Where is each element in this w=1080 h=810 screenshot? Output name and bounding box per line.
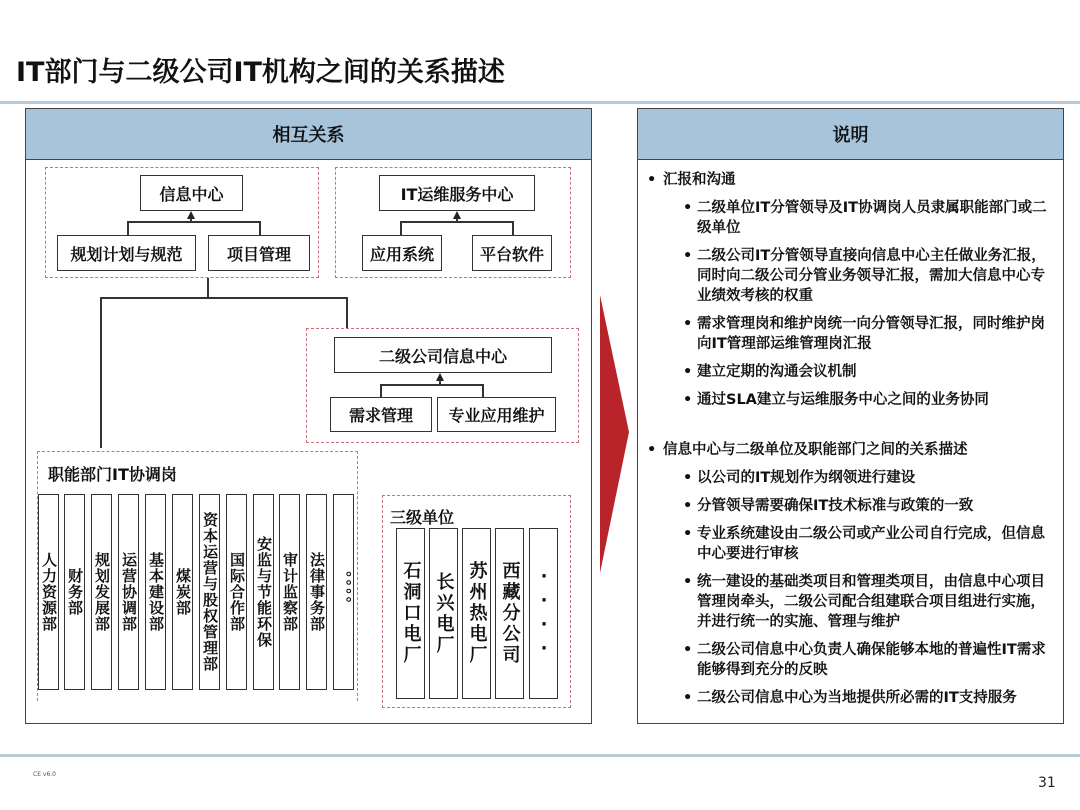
bullet-item: • 以公司的IT规划作为纲领进行建设 xyxy=(683,470,916,486)
bullet-item: • 需求管理岗和维护岗统一向分管领导汇报，同时维护岗向IT管理部运维管理岗汇报 xyxy=(683,316,1045,352)
app-maintenance-box: 专业应用维护 xyxy=(437,397,556,432)
connector xyxy=(127,221,129,235)
functional-depts-label: 职能部门IT协调岗 xyxy=(48,465,177,484)
unit-column: ···· xyxy=(529,528,558,699)
relationship-panel-header: 相互关系 xyxy=(25,108,592,160)
bullet-item: • 统一建设的基础类项目和管理类项目，由信息中心项目管理岗牵头，二级公司配合组建联合项目组进行实施，并进行统一的实施、管理与维护 xyxy=(683,574,1045,630)
unit-column: 长兴电厂 xyxy=(429,528,458,699)
connector xyxy=(400,221,402,235)
bullet-text: 需求管理岗和维护岗统一向分管领导汇报，同时维护岗向IT管理部运维管理岗汇报 xyxy=(697,316,1045,352)
dept-column: 煤炭部 xyxy=(172,494,193,690)
section-title: • 信息中心与二级单位及职能部门之间的关系描述 xyxy=(647,442,968,458)
sub-info-center-box: 二级公司信息中心 xyxy=(334,337,552,373)
bullet-text: 二级公司信息中心负责人确保能够本地的普遍性IT需求能够得到充分的反映 xyxy=(697,642,1046,678)
connector xyxy=(100,297,102,448)
section-title-text: 信息中心与二级单位及职能部门之间的关系描述 xyxy=(663,442,968,458)
connector xyxy=(400,221,513,223)
dept-column: 规划发展部 xyxy=(91,494,112,690)
dept-column: 审计监察部 xyxy=(279,494,300,690)
it-ops-center-box: IT运维服务中心 xyxy=(379,175,535,211)
demand-mgmt-box: 需求管理 xyxy=(330,397,432,432)
dept-column: 。。。。 xyxy=(333,494,354,690)
section-title: • 汇报和沟通 xyxy=(647,172,736,188)
bullet-item: • 专业系统建设由二级公司或产业公司自行完成，但信息中心要进行审核 xyxy=(683,526,1045,562)
bullet-item: • 建立定期的沟通会议机制 xyxy=(683,364,857,380)
bullet-item: • 二级公司IT分管领导直接向信息中心主任做业务汇报，同时向二级公司分管业务领导汇报，需加大信息中心专业绩效考核的权重 xyxy=(683,248,1046,304)
connector xyxy=(100,297,347,299)
connector xyxy=(482,384,484,397)
bullet-item: • 二级公司信息中心为当地提供所必需的IT支持服务 xyxy=(683,690,1017,706)
bullet-text: 二级单位IT分管领导及IT协调岗人员隶属职能部门或二级单位 xyxy=(697,200,1047,236)
connector xyxy=(346,297,348,328)
connector xyxy=(380,384,382,397)
unit-column: 西藏分公司 xyxy=(495,528,524,699)
connector xyxy=(207,278,209,298)
section-title-text: 汇报和沟通 xyxy=(663,172,736,188)
bullet-text: 专业系统建设由二级公司或产业公司自行完成，但信息中心要进行审核 xyxy=(697,526,1045,562)
platform-software-box: 平台软件 xyxy=(472,235,552,271)
bullet-text: 以公司的IT规划作为纲领进行建设 xyxy=(697,470,916,486)
connector xyxy=(259,221,261,235)
dept-column: 运营协调部 xyxy=(118,494,139,690)
bullet-item: • 通过SLA建立与运维服务中心之间的业务协同 xyxy=(683,392,989,408)
dept-column: 国际合作部 xyxy=(226,494,247,690)
bullet-text: 二级公司IT分管领导直接向信息中心主任做业务汇报，同时向二级公司分管业务领导汇报，需加大信息中心专业绩效考核的权重 xyxy=(697,248,1046,304)
bullet-item: • 二级公司信息中心负责人确保能够本地的普遍性IT需求能够得到充分的反映 xyxy=(683,642,1046,678)
description-panel-header: 说明 xyxy=(637,108,1064,160)
app-system-box: 应用系统 xyxy=(362,235,442,271)
dept-column: 基本建设部 xyxy=(145,494,166,690)
unit-column: 苏州热电厂 xyxy=(462,528,491,699)
description-content xyxy=(647,170,1057,722)
bullet-text: 二级公司信息中心为当地提供所必需的IT支持服务 xyxy=(697,690,1017,706)
bullet-item: • 二级单位IT分管领导及IT协调岗人员隶属职能部门或二级单位 xyxy=(683,200,1047,236)
project-mgmt-box: 项目管理 xyxy=(208,235,310,271)
connector xyxy=(127,221,260,223)
connector xyxy=(380,384,483,386)
bullet-text: 通过SLA建立与运维服务中心之间的业务协同 xyxy=(697,392,989,408)
connector xyxy=(512,221,514,235)
footer-divider xyxy=(0,754,1080,757)
dept-column: 法律事务部 xyxy=(306,494,327,690)
title-divider xyxy=(0,101,1080,104)
bullet-text: 建立定期的沟通会议机制 xyxy=(697,364,857,380)
dept-column: 安监与节能环保 xyxy=(253,494,274,690)
slide-title: IT部门与二级公司IT机构之间的关系描述 xyxy=(16,57,505,88)
bullet-text: 分管领导需要确保IT技术标准与政策的一致 xyxy=(697,498,974,514)
planning-box: 规划计划与规范 xyxy=(57,235,196,271)
dept-column: 财务部 xyxy=(64,494,85,690)
dept-column: 资本运营与股权管理部 xyxy=(199,494,220,690)
third-units-label: 三级单位 xyxy=(390,508,455,527)
unit-column: 石洞口电厂 xyxy=(396,528,425,699)
dept-column: 人力资源部 xyxy=(38,494,59,690)
bullet-item: • 分管领导需要确保IT技术标准与政策的一致 xyxy=(683,498,974,514)
version-label: CE v6.0 xyxy=(33,771,56,778)
info-center-box: 信息中心 xyxy=(140,175,243,211)
arrow-right-icon xyxy=(598,292,632,576)
page-number: 31 xyxy=(1038,775,1056,791)
bullet-text: 统一建设的基础类项目和管理类项目，由信息中心项目管理岗牵头，二级公司配合组建联合项目组进行实施，并进行统一的实施、管理与维护 xyxy=(697,574,1045,630)
